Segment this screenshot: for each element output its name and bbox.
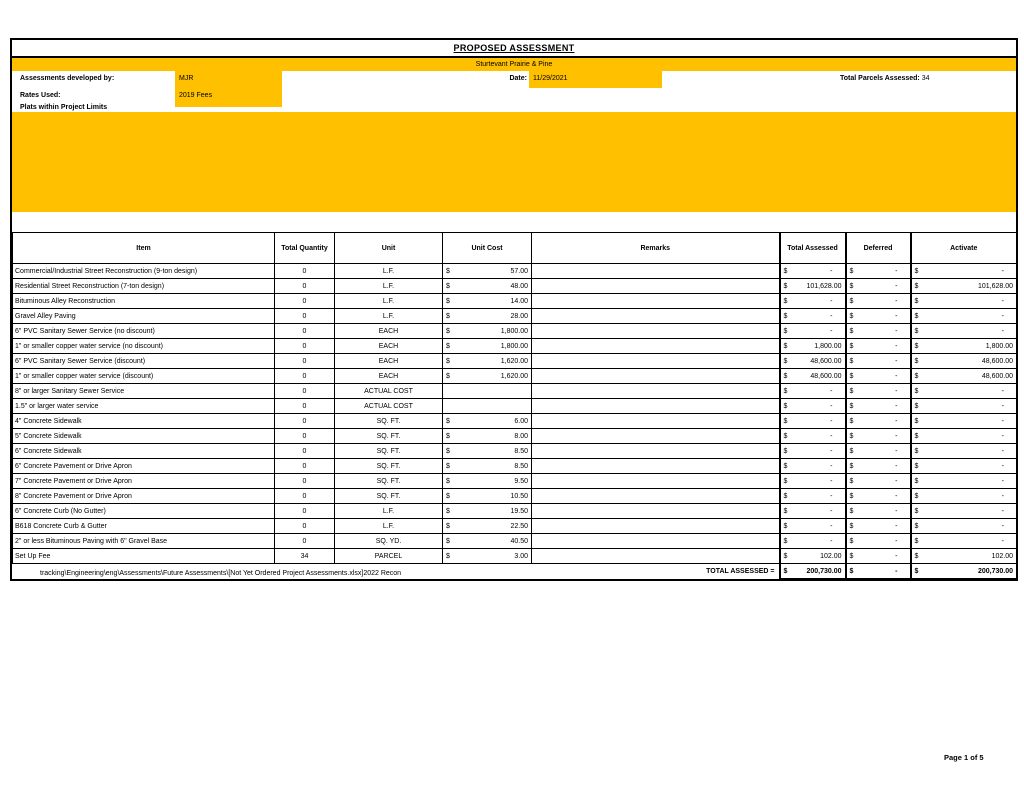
total-deferred-cell: $ -	[846, 564, 911, 579]
total-assessed-cell: $ -	[780, 519, 846, 534]
unit-cost-cell: $ 1,620.00	[443, 354, 532, 369]
unit-cost-cell: $ 8.50	[443, 459, 532, 474]
assessment-table	[12, 232, 1017, 579]
item-cell: Commercial/Industrial Street Reconstruction (9-ton design)	[13, 264, 275, 279]
total-assessed-cell: $ -	[780, 384, 846, 399]
unit-cell: EACH	[335, 324, 443, 339]
project-banner	[12, 58, 1016, 71]
activate-cell: $ 48,600.00	[911, 369, 1017, 384]
table-row	[13, 549, 1017, 564]
unit-cost-cell: $ 9.50	[443, 474, 532, 489]
remarks-cell	[532, 264, 780, 279]
deferred-cell: $ -	[846, 339, 911, 354]
unit-cost-cell	[443, 384, 532, 399]
unit-cost-cell: $ 14.00	[443, 294, 532, 309]
deferred-cell: $ -	[846, 504, 911, 519]
date-value: 11/29/2021	[533, 75, 568, 82]
deferred-cell: $ -	[846, 414, 911, 429]
total-assessed-cell: $ -	[780, 459, 846, 474]
unit-cost-cell: $ 1,800.00	[443, 339, 532, 354]
activate-cell: $ -	[911, 534, 1017, 549]
total-assessed-cell: $ 101,628.00	[780, 279, 846, 294]
quantity-cell: 34	[275, 549, 335, 564]
total-assessed-cell: $ -	[780, 264, 846, 279]
total-assessed-cell: $ 102.00	[780, 549, 846, 564]
unit-cell: L.F.	[335, 264, 443, 279]
file-path-footer: tracking\Engineering\eng\Assessments\Future Assessments\[Not Yet Ordered Project Assessments.xlsx]2022 Recon	[40, 570, 402, 577]
quantity-cell: 0	[275, 489, 335, 504]
unit-cost-cell: $ 22.50	[443, 519, 532, 534]
item-cell: 1.5" or larger water service	[13, 399, 275, 414]
total-assessed-cell: $ 48,600.00	[780, 369, 846, 384]
table-row	[13, 534, 1017, 549]
deferred-cell: $ -	[846, 279, 911, 294]
unit-cell: L.F.	[335, 504, 443, 519]
date-cell	[529, 71, 662, 88]
developed-by-value: MJR	[179, 75, 194, 82]
table-row	[13, 504, 1017, 519]
deferred-cell: $ -	[846, 309, 911, 324]
remarks-cell	[532, 399, 780, 414]
total-assessed-cell: $ -	[780, 504, 846, 519]
unit-cell: L.F.	[335, 309, 443, 324]
parcels-label: Total Parcels Assessed:	[840, 75, 920, 82]
total-assessed-cell: $ -	[780, 474, 846, 489]
item-cell: 4" Concrete Sidewalk	[13, 414, 275, 429]
remarks-cell	[532, 429, 780, 444]
remarks-cell	[532, 459, 780, 474]
remarks-cell	[532, 324, 780, 339]
col-activate: Activate	[911, 233, 1017, 264]
activate-cell: $ -	[911, 429, 1017, 444]
unit-cell: L.F.	[335, 519, 443, 534]
activate-cell: $ 102.00	[911, 549, 1017, 564]
plats-highlight-block	[12, 112, 1016, 212]
table-row	[13, 294, 1017, 309]
unit-cost-cell: $ 6.00	[443, 414, 532, 429]
unit-cost-cell: $ 1,800.00	[443, 324, 532, 339]
deferred-cell: $ -	[846, 369, 911, 384]
unit-cost-cell	[443, 399, 532, 414]
table-row	[13, 264, 1017, 279]
activate-cell: $ 1,800.00	[911, 339, 1017, 354]
deferred-cell: $ -	[846, 384, 911, 399]
total-assessed-cell: $ -	[780, 399, 846, 414]
activate-cell: $ -	[911, 324, 1017, 339]
deferred-cell: $ -	[846, 354, 911, 369]
table-row	[13, 324, 1017, 339]
table-row	[13, 399, 1017, 414]
unit-cost-cell: $ 10.50	[443, 489, 532, 504]
quantity-cell: 0	[275, 324, 335, 339]
unit-cell: SQ. FT.	[335, 489, 443, 504]
quantity-cell: 0	[275, 519, 335, 534]
spacer	[12, 212, 1016, 232]
parcels-value: 34	[921, 75, 930, 82]
unit-cell: SQ. FT.	[335, 474, 443, 489]
unit-cell: PARCEL	[335, 549, 443, 564]
deferred-cell: $ -	[846, 534, 911, 549]
remarks-cell	[532, 549, 780, 564]
unit-cost-cell: $ 8.00	[443, 429, 532, 444]
deferred-cell: $ -	[846, 294, 911, 309]
remarks-cell	[532, 534, 780, 549]
table-body	[13, 264, 1017, 564]
total-assessed-cell: $ -	[780, 489, 846, 504]
table-row	[13, 384, 1017, 399]
item-cell: 2" or less Bituminous Paving with 6" Gravel Base	[13, 534, 275, 549]
total-assessed-cell: $ -	[780, 444, 846, 459]
activate-cell: $ 101,628.00	[911, 279, 1017, 294]
col-unit: Unit	[335, 233, 443, 264]
deferred-cell: $ -	[846, 399, 911, 414]
unit-cost-cell: $ 19.50	[443, 504, 532, 519]
page-title: PROPOSED ASSESSMENT	[453, 43, 575, 53]
remarks-cell	[532, 294, 780, 309]
unit-cost-cell: $ 3.00	[443, 549, 532, 564]
activate-cell: $ -	[911, 474, 1017, 489]
unit-cell: ACTUAL COST	[335, 384, 443, 399]
total-assessed-cell: $ 1,800.00	[780, 339, 846, 354]
col-unit-cost: Unit Cost	[443, 233, 532, 264]
unit-cost-cell: $ 1,620.00	[443, 369, 532, 384]
deferred-cell: $ -	[846, 489, 911, 504]
deferred-cell: $ -	[846, 474, 911, 489]
quantity-cell: 0	[275, 414, 335, 429]
col-remarks: Remarks	[532, 233, 780, 264]
item-cell: 8" or larger Sanitary Sewer Service	[13, 384, 275, 399]
unit-cell: SQ. YD.	[335, 534, 443, 549]
item-cell: 6" PVC Sanitary Sewer Service (discount)	[13, 354, 275, 369]
total-assessed-cell: $ -	[780, 309, 846, 324]
total-assessed-cell: $ 200,730.00	[780, 564, 846, 579]
table-row	[13, 444, 1017, 459]
quantity-cell: 0	[275, 354, 335, 369]
remarks-cell	[532, 444, 780, 459]
remarks-cell	[532, 489, 780, 504]
quantity-cell: 0	[275, 264, 335, 279]
total-assessed-cell: $ -	[780, 429, 846, 444]
developed-by-cell	[175, 71, 282, 107]
deferred-cell: $ -	[846, 429, 911, 444]
table-row	[13, 489, 1017, 504]
item-cell: B618 Concrete Curb & Gutter	[13, 519, 275, 534]
deferred-cell: $ -	[846, 459, 911, 474]
col-deferred: Deferred	[846, 233, 911, 264]
activate-cell: $ -	[911, 489, 1017, 504]
table-row	[13, 309, 1017, 324]
col-total-assessed: Total Assessed	[780, 233, 846, 264]
table-row	[13, 459, 1017, 474]
activate-cell: $ -	[911, 384, 1017, 399]
unit-cell: SQ. FT.	[335, 414, 443, 429]
remarks-cell	[532, 369, 780, 384]
item-cell: Residential Street Reconstruction (7-ton design)	[13, 279, 275, 294]
item-cell: 5" Concrete Sidewalk	[13, 429, 275, 444]
quantity-cell: 0	[275, 339, 335, 354]
quantity-cell: 0	[275, 444, 335, 459]
quantity-cell: 0	[275, 504, 335, 519]
assessment-document	[10, 38, 1018, 581]
remarks-cell	[532, 384, 780, 399]
page-number: Page 1 of 5	[944, 753, 984, 762]
total-activate-cell: $ 200,730.00	[911, 564, 1017, 579]
quantity-cell: 0	[275, 384, 335, 399]
table-row	[13, 519, 1017, 534]
item-cell: 7" Concrete Pavement or Drive Apron	[13, 474, 275, 489]
table-row	[13, 279, 1017, 294]
quantity-cell: 0	[275, 474, 335, 489]
deferred-cell: $ -	[846, 264, 911, 279]
deferred-cell: $ -	[846, 324, 911, 339]
remarks-cell	[532, 354, 780, 369]
activate-cell: $ -	[911, 519, 1017, 534]
activate-cell: $ 48,600.00	[911, 354, 1017, 369]
unit-cell: ACTUAL COST	[335, 399, 443, 414]
date-label: Date:	[509, 75, 527, 82]
unit-cost-cell: $ 40.50	[443, 534, 532, 549]
unit-cell: EACH	[335, 339, 443, 354]
activate-cell: $ -	[911, 504, 1017, 519]
item-cell: 1" or smaller copper water service (discount)	[13, 369, 275, 384]
col-total-quantity: Total Quantity	[275, 233, 335, 264]
quantity-cell: 0	[275, 309, 335, 324]
unit-cell: SQ. FT.	[335, 429, 443, 444]
remarks-cell	[532, 519, 780, 534]
total-label: TOTAL ASSESSED =	[13, 564, 780, 579]
activate-cell: $ -	[911, 309, 1017, 324]
table-row	[13, 369, 1017, 384]
rates-label: Rates Used:	[20, 92, 61, 99]
unit-cost-cell: $ 57.00	[443, 264, 532, 279]
unit-cell: SQ. FT.	[335, 459, 443, 474]
item-cell: 6" PVC Sanitary Sewer Service (no discount)	[13, 324, 275, 339]
col-item: Item	[13, 233, 275, 264]
item-cell: Bituminous Alley Reconstruction	[13, 294, 275, 309]
total-assessed-cell: $ -	[780, 534, 846, 549]
total-assessed-cell: $ -	[780, 324, 846, 339]
total-assessed-cell: $ -	[780, 294, 846, 309]
item-cell: 6" Concrete Curb (No Gutter)	[13, 504, 275, 519]
item-cell: 8" Concrete Pavement or Drive Apron	[13, 489, 275, 504]
item-cell: 6" Concrete Sidewalk	[13, 444, 275, 459]
remarks-cell	[532, 309, 780, 324]
activate-cell: $ -	[911, 414, 1017, 429]
table-row	[13, 474, 1017, 489]
activate-cell: $ -	[911, 399, 1017, 414]
item-cell: 6" Concrete Pavement or Drive Apron	[13, 459, 275, 474]
deferred-cell: $ -	[846, 444, 911, 459]
remarks-cell	[532, 414, 780, 429]
table-row	[13, 354, 1017, 369]
developed-by-label: Assessments developed by:	[20, 75, 115, 82]
unit-cell: SQ. FT.	[335, 444, 443, 459]
activate-cell: $ -	[911, 459, 1017, 474]
table-row	[13, 339, 1017, 354]
total-assessed-cell: $ -	[780, 414, 846, 429]
rates-value: 2019 Fees	[179, 92, 213, 99]
unit-cell: L.F.	[335, 279, 443, 294]
project-name: Sturtevant Prairie & Pine	[475, 61, 553, 68]
quantity-cell: 0	[275, 294, 335, 309]
unit-cell: EACH	[335, 369, 443, 384]
document-title-bar	[12, 40, 1016, 58]
item-cell: Gravel Alley Paving	[13, 309, 275, 324]
remarks-cell	[532, 504, 780, 519]
plats-label: Plats within Project Limits	[20, 104, 108, 111]
item-cell: 1" or smaller copper water service (no discount)	[13, 339, 275, 354]
table-row	[13, 414, 1017, 429]
remarks-cell	[532, 279, 780, 294]
quantity-cell: 0	[275, 369, 335, 384]
activate-cell: $ -	[911, 294, 1017, 309]
parcels-assessed	[840, 75, 930, 82]
info-section	[12, 71, 1016, 112]
quantity-cell: 0	[275, 279, 335, 294]
remarks-cell	[532, 339, 780, 354]
table-row	[13, 429, 1017, 444]
deferred-cell: $ -	[846, 519, 911, 534]
item-cell: Set Up Fee	[13, 549, 275, 564]
quantity-cell: 0	[275, 399, 335, 414]
table-header-row	[13, 233, 1017, 264]
total-assessed-cell: $ 48,600.00	[780, 354, 846, 369]
unit-cost-cell: $ 48.00	[443, 279, 532, 294]
unit-cell: EACH	[335, 354, 443, 369]
quantity-cell: 0	[275, 459, 335, 474]
remarks-cell	[532, 474, 780, 489]
quantity-cell: 0	[275, 534, 335, 549]
unit-cell: L.F.	[335, 294, 443, 309]
unit-cost-cell: $ 8.50	[443, 444, 532, 459]
activate-cell: $ -	[911, 264, 1017, 279]
quantity-cell: 0	[275, 429, 335, 444]
unit-cost-cell: $ 28.00	[443, 309, 532, 324]
activate-cell: $ -	[911, 444, 1017, 459]
deferred-cell: $ -	[846, 549, 911, 564]
